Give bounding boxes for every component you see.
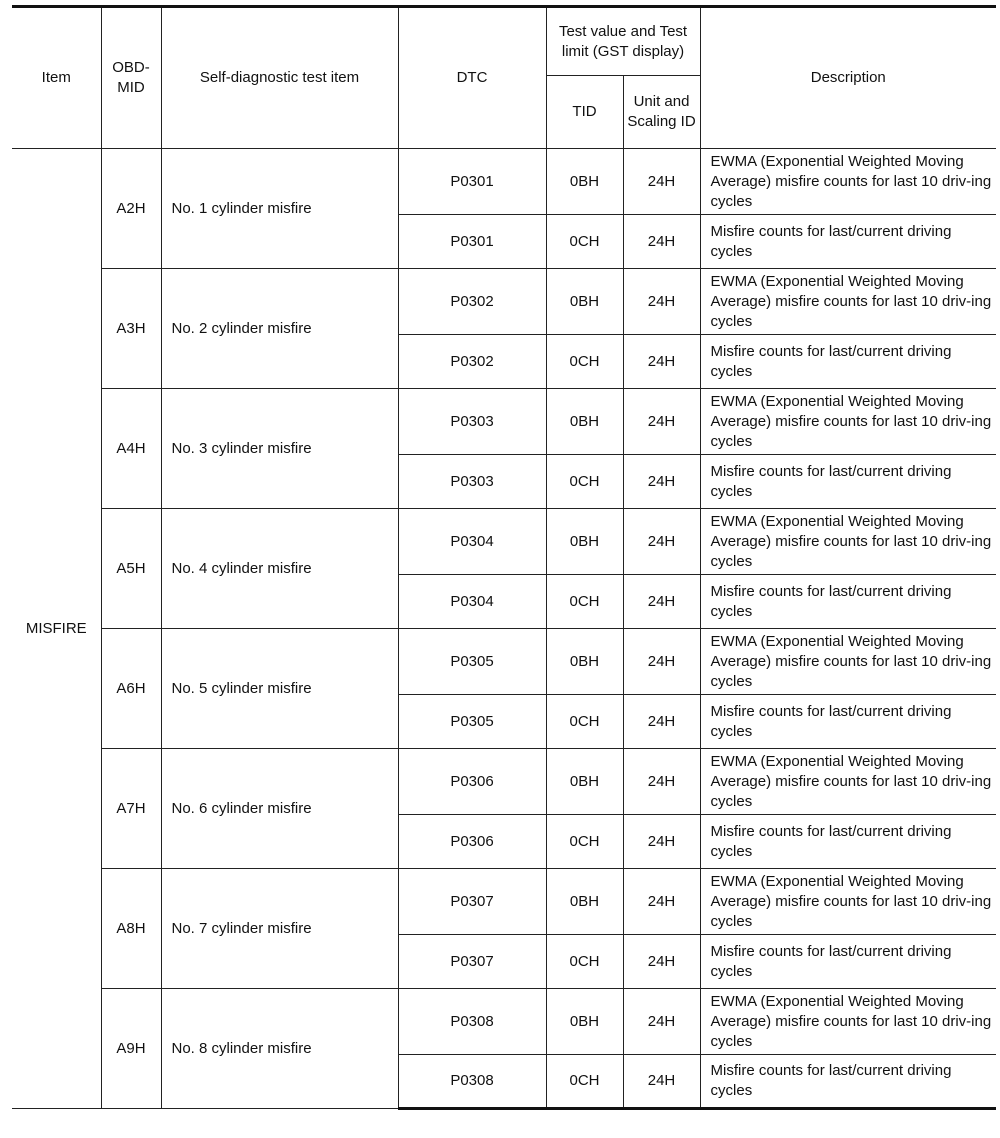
table-row	[12, 149, 996, 215]
dtc-cell: P0304	[398, 509, 546, 575]
description-cell: EWMA (Exponential Weighted Moving Average) misfire counts for last 10 driv-ing cycles	[700, 989, 996, 1055]
tid-cell: 0CH	[546, 695, 623, 749]
unit-scaling-cell: 24H	[623, 215, 700, 269]
tid-cell: 0CH	[546, 935, 623, 989]
tid-cell: 0BH	[546, 389, 623, 455]
tid-cell: 0BH	[546, 269, 623, 335]
obd-mid-cell: A5H	[101, 509, 161, 629]
dtc-cell: P0301	[398, 215, 546, 269]
table-header	[12, 7, 996, 149]
description-cell: EWMA (Exponential Weighted Moving Average) misfire counts for last 10 driv-ing cycles	[700, 869, 996, 935]
tid-cell: 0BH	[546, 509, 623, 575]
dtc-cell: P0306	[398, 815, 546, 869]
dtc-cell: P0308	[398, 1055, 546, 1109]
dtc-cell: P0303	[398, 389, 546, 455]
description-cell: Misfire counts for last/current driving cycles	[700, 455, 996, 509]
description-cell: EWMA (Exponential Weighted Moving Average) misfire counts for last 10 driv-ing cycles	[700, 389, 996, 455]
header-test-value-group: Test value and Test limit (GST display)	[546, 7, 700, 76]
test-item-cell: No. 8 cylinder misfire	[161, 989, 398, 1109]
description-cell: Misfire counts for last/current driving cycles	[700, 1055, 996, 1109]
unit-scaling-cell: 24H	[623, 575, 700, 629]
tid-cell: 0BH	[546, 629, 623, 695]
unit-scaling-cell: 24H	[623, 1055, 700, 1109]
dtc-cell: P0308	[398, 989, 546, 1055]
test-item-cell: No. 7 cylinder misfire	[161, 869, 398, 989]
description-cell: Misfire counts for last/current driving cycles	[700, 335, 996, 389]
dtc-cell: P0302	[398, 335, 546, 389]
test-item-cell: No. 2 cylinder misfire	[161, 269, 398, 389]
description-cell: EWMA (Exponential Weighted Moving Average) misfire counts for last 10 driv-ing cycles	[700, 509, 996, 575]
unit-scaling-cell: 24H	[623, 269, 700, 335]
header-description: Description	[700, 7, 996, 149]
tid-cell: 0CH	[546, 1055, 623, 1109]
tid-cell: 0CH	[546, 575, 623, 629]
header-tid: TID	[546, 76, 623, 149]
description-cell: Misfire counts for last/current driving cycles	[700, 575, 996, 629]
header-dtc: DTC	[398, 7, 546, 149]
unit-scaling-cell: 24H	[623, 815, 700, 869]
tid-cell: 0CH	[546, 335, 623, 389]
obd-mid-cell: A9H	[101, 989, 161, 1109]
test-item-cell: No. 3 cylinder misfire	[161, 389, 398, 509]
description-cell: EWMA (Exponential Weighted Moving Average) misfire counts for last 10 driv-ing cycles	[700, 629, 996, 695]
table-row	[12, 509, 996, 575]
dtc-cell: P0305	[398, 695, 546, 749]
description-cell: Misfire counts for last/current driving cycles	[700, 815, 996, 869]
test-item-cell: No. 5 cylinder misfire	[161, 629, 398, 749]
tid-cell: 0CH	[546, 815, 623, 869]
dtc-cell: P0306	[398, 749, 546, 815]
dtc-cell: P0302	[398, 269, 546, 335]
description-cell: Misfire counts for last/current driving cycles	[700, 935, 996, 989]
description-cell: EWMA (Exponential Weighted Moving Average) misfire counts for last 10 driv-ing cycles	[700, 749, 996, 815]
unit-scaling-cell: 24H	[623, 629, 700, 695]
description-cell: Misfire counts for last/current driving cycles	[700, 215, 996, 269]
description-cell: Misfire counts for last/current driving cycles	[700, 695, 996, 749]
test-item-cell: No. 1 cylinder misfire	[161, 149, 398, 269]
table-row	[12, 749, 996, 815]
table-row	[12, 389, 996, 455]
table-body	[12, 149, 996, 1109]
obd-mid-cell: A2H	[101, 149, 161, 269]
tid-cell: 0BH	[546, 869, 623, 935]
unit-scaling-cell: 24H	[623, 509, 700, 575]
tid-cell: 0CH	[546, 215, 623, 269]
header-test-item: Self-diagnostic test item	[161, 7, 398, 149]
obd-mid-cell: A7H	[101, 749, 161, 869]
dtc-cell: P0305	[398, 629, 546, 695]
dtc-cell: P0304	[398, 575, 546, 629]
unit-scaling-cell: 24H	[623, 389, 700, 455]
description-cell: EWMA (Exponential Weighted Moving Average) misfire counts for last 10 driv-ing cycles	[700, 149, 996, 215]
header-unit-scaling-id: Unit and Scaling ID	[623, 76, 700, 149]
obd-mid-cell: A6H	[101, 629, 161, 749]
tid-cell: 0BH	[546, 989, 623, 1055]
dtc-cell: P0301	[398, 149, 546, 215]
unit-scaling-cell: 24H	[623, 935, 700, 989]
table-row	[12, 629, 996, 695]
dtc-cell: P0303	[398, 455, 546, 509]
unit-scaling-cell: 24H	[623, 989, 700, 1055]
test-item-cell: No. 4 cylinder misfire	[161, 509, 398, 629]
obd-mid-cell: A4H	[101, 389, 161, 509]
dtc-cell: P0307	[398, 869, 546, 935]
table-row	[12, 989, 996, 1055]
unit-scaling-cell: 24H	[623, 455, 700, 509]
header-obd-mid: OBD-MID	[101, 7, 161, 149]
unit-scaling-cell: 24H	[623, 695, 700, 749]
header-item: Item	[12, 7, 101, 149]
unit-scaling-cell: 24H	[623, 869, 700, 935]
description-cell: EWMA (Exponential Weighted Moving Average) misfire counts for last 10 driv-ing cycles	[700, 269, 996, 335]
test-item-cell: No. 6 cylinder misfire	[161, 749, 398, 869]
unit-scaling-cell: 24H	[623, 749, 700, 815]
dtc-cell: P0307	[398, 935, 546, 989]
unit-scaling-cell: 24H	[623, 335, 700, 389]
tid-cell: 0CH	[546, 455, 623, 509]
tid-cell: 0BH	[546, 749, 623, 815]
table-row	[12, 269, 996, 335]
unit-scaling-cell: 24H	[623, 149, 700, 215]
obd-misfire-table	[12, 5, 996, 1110]
obd-mid-cell: A3H	[101, 269, 161, 389]
item-cell: MISFIRE	[12, 149, 101, 1109]
tid-cell: 0BH	[546, 149, 623, 215]
table-row	[12, 869, 996, 935]
obd-mid-cell: A8H	[101, 869, 161, 989]
